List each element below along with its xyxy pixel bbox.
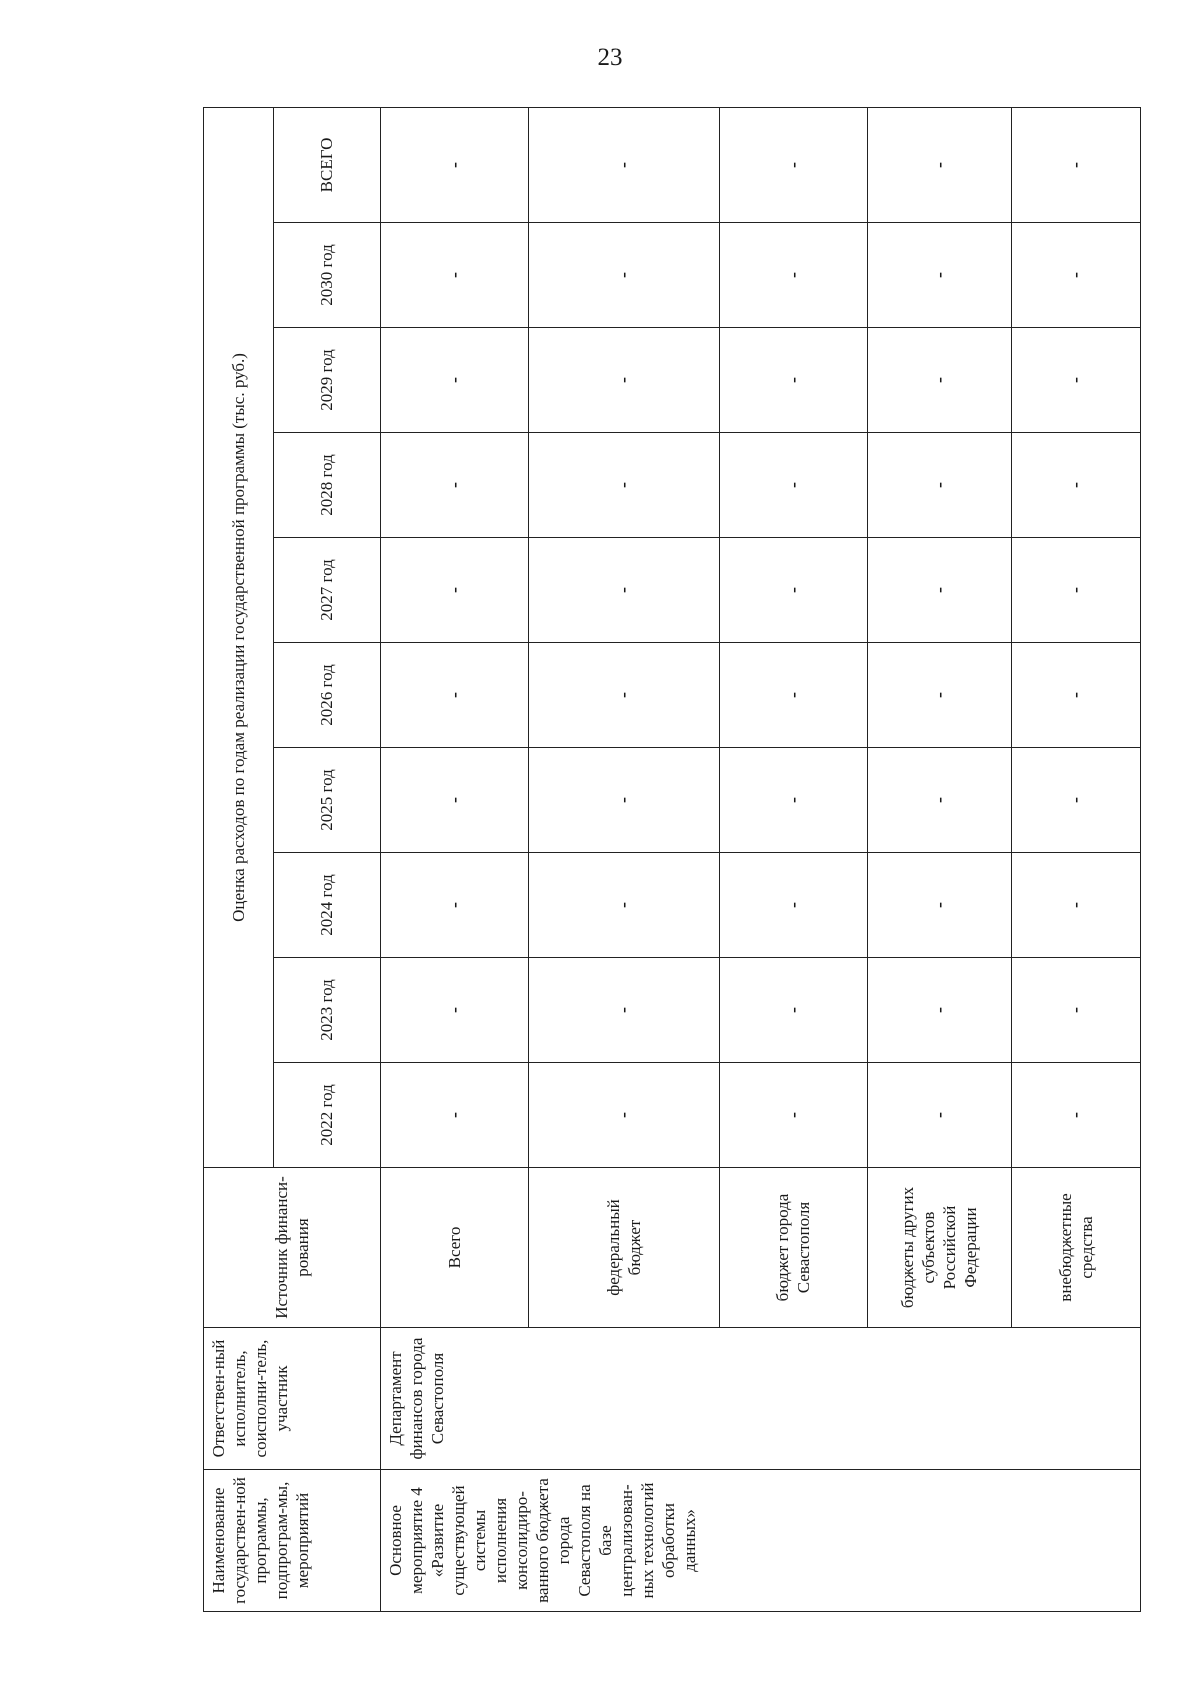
value-cell: - [1011, 107, 1141, 222]
event-name-cell: Основное мероприятие 4 «Развитие существующей системы исполнения консолидиро-ванного бюджета города Севастополя на базе централизован-ных технологий обработки данных» [380, 1470, 1140, 1612]
value-cell: - [380, 328, 528, 433]
value-cell: - [719, 107, 867, 222]
value-cell: - [528, 538, 719, 643]
header-name: Наименование государствен-ной программы, подпрограм-мы, мероприятий [204, 1470, 381, 1612]
value-cell: - [867, 107, 1011, 222]
header-year-0: 2022 год [273, 1063, 380, 1168]
value-cell: - [719, 1063, 867, 1168]
header-source: Источник финанси-рования [204, 1168, 381, 1328]
value-cell: - [380, 853, 528, 958]
value-cell: - [380, 748, 528, 853]
value-cell: - [528, 643, 719, 748]
value-cell: - [719, 643, 867, 748]
table-row [380, 107, 528, 1611]
value-cell: - [528, 1063, 719, 1168]
value-cell: - [528, 328, 719, 433]
value-cell: - [1011, 1063, 1141, 1168]
value-cell: - [867, 433, 1011, 538]
value-cell: - [380, 958, 528, 1063]
header-year-4: 2026 год [273, 643, 380, 748]
value-cell: - [528, 107, 719, 222]
page-number: 23 [597, 44, 623, 71]
value-cell: - [1011, 643, 1141, 748]
value-cell: - [528, 433, 719, 538]
value-cell: - [528, 223, 719, 328]
executor-cell: Департамент финансов города Севастополя [380, 1328, 1140, 1470]
value-cell: - [528, 853, 719, 958]
value-cell: - [719, 958, 867, 1063]
value-cell: - [719, 433, 867, 538]
header-year-5: 2027 год [273, 538, 380, 643]
source-cell: бюджет города Севастополя [719, 1168, 867, 1328]
value-cell: - [867, 223, 1011, 328]
header-year-2: 2024 год [273, 853, 380, 958]
value-cell: - [867, 748, 1011, 853]
source-cell: бюджеты других субъектов Российской Федерации [867, 1168, 1011, 1328]
value-cell: - [719, 538, 867, 643]
value-cell: - [380, 643, 528, 748]
header-year-6: 2028 год [273, 433, 380, 538]
header-year-3: 2025 год [273, 748, 380, 853]
value-cell: - [719, 748, 867, 853]
source-cell: Всего [380, 1168, 528, 1328]
value-cell: - [867, 643, 1011, 748]
header-year-1: 2023 год [273, 958, 380, 1063]
value-cell: - [1011, 748, 1141, 853]
value-cell: - [1011, 433, 1141, 538]
value-cell: - [1011, 538, 1141, 643]
header-year-9: ВСЕГО [273, 107, 380, 222]
value-cell: - [719, 328, 867, 433]
header-executor: Ответствен-ный исполнитель, соисполни-тель, участник [204, 1328, 381, 1470]
value-cell: - [867, 1063, 1011, 1168]
value-cell: - [867, 328, 1011, 433]
value-cell: - [1011, 223, 1141, 328]
value-cell: - [380, 538, 528, 643]
budget-table-sheet [203, 117, 1141, 1612]
value-cell: - [528, 958, 719, 1063]
value-cell: - [719, 223, 867, 328]
header-year-7: 2029 год [273, 328, 380, 433]
source-cell: федеральный бюджет [528, 1168, 719, 1328]
value-cell: - [380, 1063, 528, 1168]
value-cell: - [1011, 328, 1141, 433]
header-estimate: Оценка расходов по годам реализации государственной программы (тыс. руб.) [204, 107, 274, 1167]
value-cell: - [719, 853, 867, 958]
budget-table [203, 107, 1141, 1612]
value-cell: - [867, 538, 1011, 643]
value-cell: - [867, 958, 1011, 1063]
value-cell: - [1011, 958, 1141, 1063]
source-cell: внебюджетные средства [1011, 1168, 1141, 1328]
value-cell: - [380, 433, 528, 538]
value-cell: - [867, 853, 1011, 958]
value-cell: - [380, 223, 528, 328]
value-cell: - [528, 748, 719, 853]
header-year-8: 2030 год [273, 223, 380, 328]
value-cell: - [1011, 853, 1141, 958]
value-cell: - [380, 107, 528, 222]
